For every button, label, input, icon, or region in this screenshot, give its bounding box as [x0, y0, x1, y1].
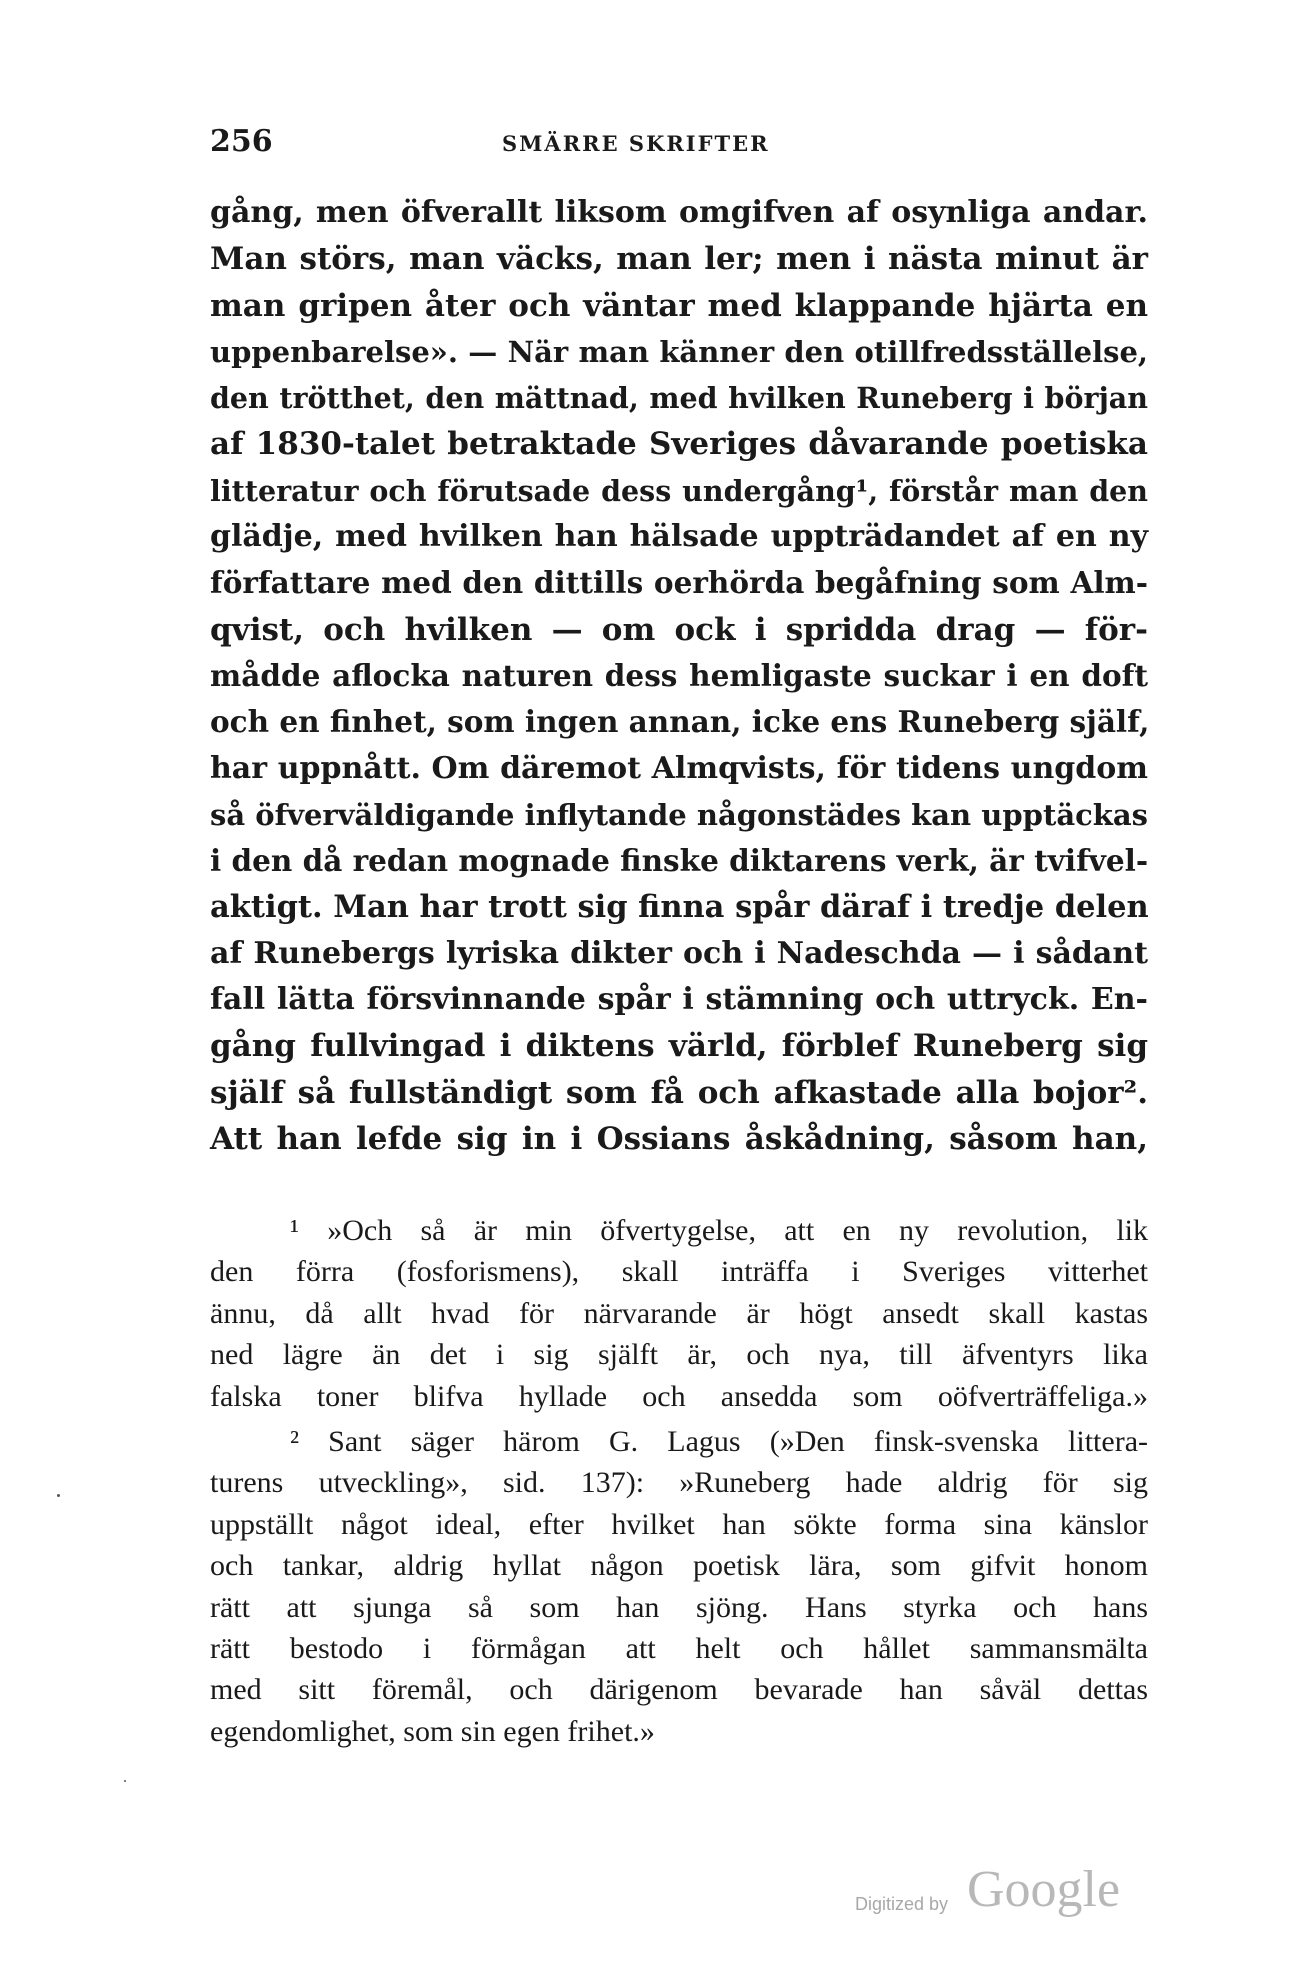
body-line: af Runebergs lyriska dikter och i Nadeschda — i sådant — [210, 935, 1148, 971]
footnotes — [210, 1210, 1148, 1752]
body-line: Man störs, man väcks, man ler; men i nästa minut är — [210, 241, 1148, 278]
body-line: i den då redan mognade finske diktarens verk, är tvifvel- — [210, 843, 1149, 879]
footnote-line: ännu, då allt hvad för närvarande är högt ansedt skall kastas — [210, 1296, 1148, 1330]
body-line: aktigt. Man har trott sig finna spår däraf i tredje delen — [210, 889, 1149, 926]
body-line: fall lätta försvinnande spår i stämning och uttryck. En- — [210, 982, 1148, 1018]
scan-speck — [57, 1494, 60, 1497]
footnote-line: egendomlighet, som sin egen frihet.» — [210, 1714, 655, 1748]
body-line: själf så fullständigt som få och afkastade alla bojor². — [210, 1074, 1148, 1111]
footnote-2 — [210, 1421, 1148, 1752]
footnote-line: rätt bestodo i förmågan att helt och hållet sammansmälta — [210, 1631, 1148, 1665]
running-title: SMÄRRE SKRIFTER — [502, 131, 770, 156]
body-line: gång fullvingad i diktens värld, förblef Runeberg sig — [210, 1028, 1148, 1065]
body-line: af 1830-talet betraktade Sveriges dåvarande poetiska — [210, 426, 1148, 463]
footnote-1 — [210, 1210, 1148, 1417]
body-line: så öfverväldigande inflytande någonstädes kan upptäckas — [210, 797, 1148, 832]
digitized-watermark — [855, 1860, 1155, 1930]
body-line: har uppnått. Om däremot Almqvists, för tidens ungdom — [210, 750, 1148, 786]
footnote-line: uppställt något ideal, efter hvilket han sökte forma sina känslor — [210, 1507, 1148, 1541]
body-line: man gripen åter och väntar med klappande hjärta en — [210, 287, 1148, 324]
watermark-brand: Google — [967, 1861, 1121, 1918]
footnote-line: och tankar, aldrig hyllat någon poetisk lära, som gifvit honom — [210, 1549, 1148, 1583]
footnote-line: ² Sant säger härom G. Lagus (»Den finsk-svenska littera- — [290, 1424, 1148, 1458]
running-header — [210, 122, 1090, 162]
scan-speck — [124, 1780, 126, 1782]
body-line: Att han lefde sig in i Ossians åskådning, såsom han, — [210, 1120, 1148, 1157]
footnote-line: turens utveckling», sid. 137): »Runeberg hade aldrig för sig — [210, 1466, 1148, 1500]
body-line: qvist, och hvilken — om ock i spridda drag — för- — [210, 611, 1148, 648]
footnote-line: den förra (fosforismens), skall inträffa i Sveriges vitterhet — [210, 1255, 1148, 1289]
page-number: 256 — [210, 124, 273, 159]
body-line: författare med den dittills oerhörda begåfning som Alm- — [210, 565, 1148, 601]
body-line: litteratur och förutsade dess undergång¹, förstår man den — [210, 473, 1148, 508]
watermark-prefix: Digitized by — [855, 1894, 949, 1914]
body-line: och en finhet, som ingen annan, icke ens Runeberg själf, — [210, 704, 1150, 740]
body-text — [210, 190, 1148, 1162]
footnote-line: rätt att sjunga så som han sjöng. Hans styrka och hans — [210, 1590, 1148, 1624]
footnote-line: falska toner blifva hyllade och ansedda som oöfverträffeliga.» — [210, 1379, 1148, 1413]
body-line: mådde aflocka naturen dess hemligaste suckar i en doft — [210, 657, 1148, 693]
footnote-line: med sitt föremål, och därigenom bevarade han såväl dettas — [210, 1673, 1148, 1707]
footnote-line: ¹ »Och så är min öfvertygelse, att en ny revolution, lik — [290, 1214, 1148, 1247]
body-line: den trötthet, den mättnad, med hvilken Runeberg i början — [210, 381, 1148, 416]
body-line: uppenbarelse». — När man känner den otillfredsställelse, — [210, 334, 1148, 369]
footnote-line: ned lägre än det i sig själft är, och nya, till äfventyrs lika — [210, 1338, 1148, 1372]
body-line: glädje, med hvilken han hälsade uppträdandet af en ny — [210, 519, 1148, 555]
body-line: gång, men öfverallt liksom omgifven af osynliga andar. — [210, 195, 1148, 230]
